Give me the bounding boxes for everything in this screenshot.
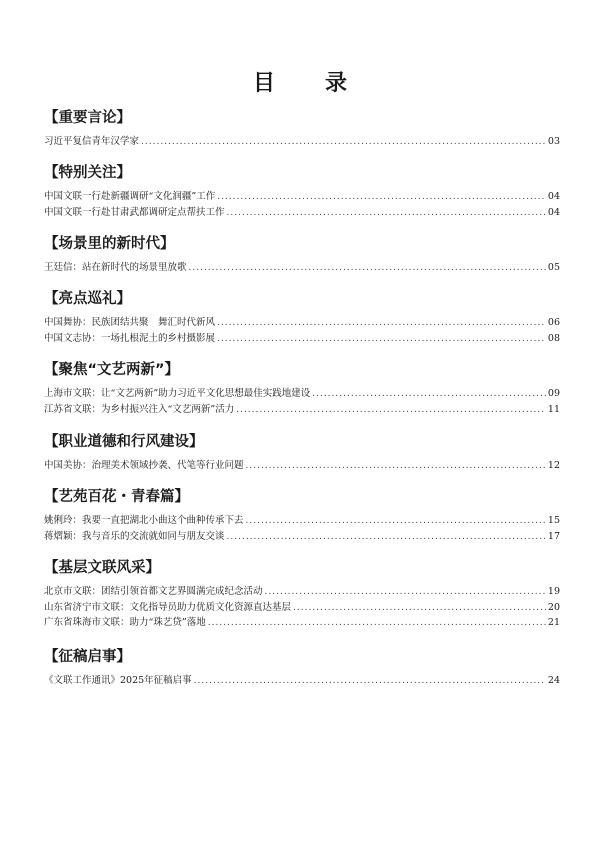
- toc-entry[interactable]: [44, 673, 560, 689]
- section-heading: 【特别关注】: [44, 165, 131, 181]
- entry-page-number: 24: [547, 675, 560, 686]
- toc-entry[interactable]: [44, 600, 560, 616]
- entry-page-number: 03: [547, 136, 560, 147]
- section-heading: 【场景里的新时代】: [44, 236, 175, 252]
- entry-title: 中国舞协：民族团结共聚 舞汇时代新风: [44, 317, 216, 328]
- toc-entry[interactable]: [44, 315, 560, 331]
- entry-page-number: 04: [547, 206, 560, 218]
- entry-page-number: 09: [547, 388, 560, 399]
- leader-dots: [217, 332, 546, 347]
- leader-dots: [217, 316, 546, 331]
- entry-title: 江苏省文联：为乡村振兴注入“文艺两新”活力: [44, 403, 235, 415]
- toc-entry[interactable]: [44, 205, 560, 221]
- toc-entry[interactable]: [44, 386, 560, 402]
- leader-dots: [312, 387, 546, 402]
- toc-entry[interactable]: [44, 458, 560, 474]
- toc-section-grassroots: [44, 558, 560, 631]
- toc-entry[interactable]: [44, 134, 560, 150]
- leader-dots: [246, 514, 546, 529]
- entry-page-number: 17: [547, 530, 560, 542]
- entry-page-number: 21: [547, 617, 560, 628]
- toc-section-professional-ethics: [44, 432, 560, 474]
- entry-title: 王廷信：站在新时代的场景里放歌: [44, 262, 187, 273]
- toc-entry[interactable]: [44, 402, 560, 418]
- toc-entry[interactable]: [44, 615, 560, 631]
- entry-title: 《文联工作通讯》2025年征稿启事: [44, 675, 192, 686]
- toc-entry[interactable]: [44, 189, 560, 205]
- entry-page-number: 19: [547, 586, 560, 597]
- section-heading: 【艺苑百花・青春篇】: [44, 489, 189, 505]
- entry-title: 姚俐玲：我要一直把湖北小曲这个曲种传承下去: [44, 515, 244, 526]
- leader-dots: [227, 206, 546, 221]
- toc-section-highlights: [44, 289, 560, 346]
- leader-dots: [265, 585, 546, 600]
- entry-title: 上海市文联：让“文艺两新”助力习近平文化思想最佳实践地建设: [44, 388, 311, 399]
- entry-page-number: 04: [547, 191, 560, 202]
- toc-entry[interactable]: [44, 584, 560, 600]
- entry-title: 习近平复信青年汉学家: [44, 136, 140, 147]
- entry-title: 北京市文联：团结引领首都文艺界圆满完成纪念活动: [44, 586, 263, 597]
- toc-section-two-new-focus: [44, 360, 560, 417]
- leader-dots: [141, 135, 546, 150]
- entry-title: 中国文联一行赴新疆调研“文化润疆”工作: [44, 191, 216, 202]
- toc-entry[interactable]: [44, 260, 560, 276]
- entry-title: 中国文联一行赴甘肃武都调研定点帮扶工作: [44, 206, 225, 218]
- entry-page-number: 11: [547, 403, 560, 415]
- toc-section-youth-arts: [44, 487, 560, 544]
- leader-dots: [236, 403, 546, 418]
- entry-page-number: 15: [547, 515, 560, 526]
- leader-dots: [189, 261, 546, 276]
- section-heading: 【亮点巡礼】: [44, 291, 131, 307]
- toc-section-important-speeches: [44, 108, 560, 150]
- entry-page-number: 06: [547, 317, 560, 328]
- toc-section-new-era-scenes: [44, 234, 560, 276]
- toc-entry[interactable]: [44, 331, 560, 347]
- entry-title: 中国文志协：一场扎根泥土的乡村摄影展: [44, 332, 216, 344]
- leader-dots: [208, 616, 546, 631]
- leader-dots: [246, 459, 546, 474]
- leader-dots: [227, 530, 546, 545]
- entry-title: 蒋熠颖：我与音乐的交流就如同与朋友交谈: [44, 530, 225, 542]
- entry-page-number: 05: [547, 262, 560, 273]
- entry-title: 山东省济宁市文联：文化指导员助力优质文化资源直达基层: [44, 601, 292, 613]
- entry-title: 中国美协：治理美术领域抄袭、代笔等行业问题: [44, 460, 244, 471]
- section-heading: 【征稿启事】: [44, 649, 131, 665]
- entry-page-number: 08: [547, 332, 560, 344]
- section-heading: 【聚焦“文艺两新”】: [44, 362, 180, 378]
- entry-title: 广东省珠海市文联：助力“珠艺贷”落地: [44, 617, 206, 628]
- toc-entry[interactable]: [44, 529, 560, 545]
- section-heading: 【基层文联风采】: [44, 560, 160, 576]
- toc-entry[interactable]: [44, 513, 560, 529]
- leader-dots: [217, 190, 546, 205]
- entry-page-number: 20: [547, 601, 560, 613]
- section-heading: 【职业道德和行风建设】: [44, 434, 204, 450]
- section-heading: 【重要言论】: [44, 110, 131, 126]
- toc-section-special-focus: [44, 163, 560, 220]
- page-title: 目 录: [252, 71, 361, 96]
- leader-dots: [194, 674, 546, 689]
- toc-section-call-for-papers: [44, 647, 560, 689]
- leader-dots: [293, 601, 546, 616]
- entry-page-number: 12: [547, 460, 560, 471]
